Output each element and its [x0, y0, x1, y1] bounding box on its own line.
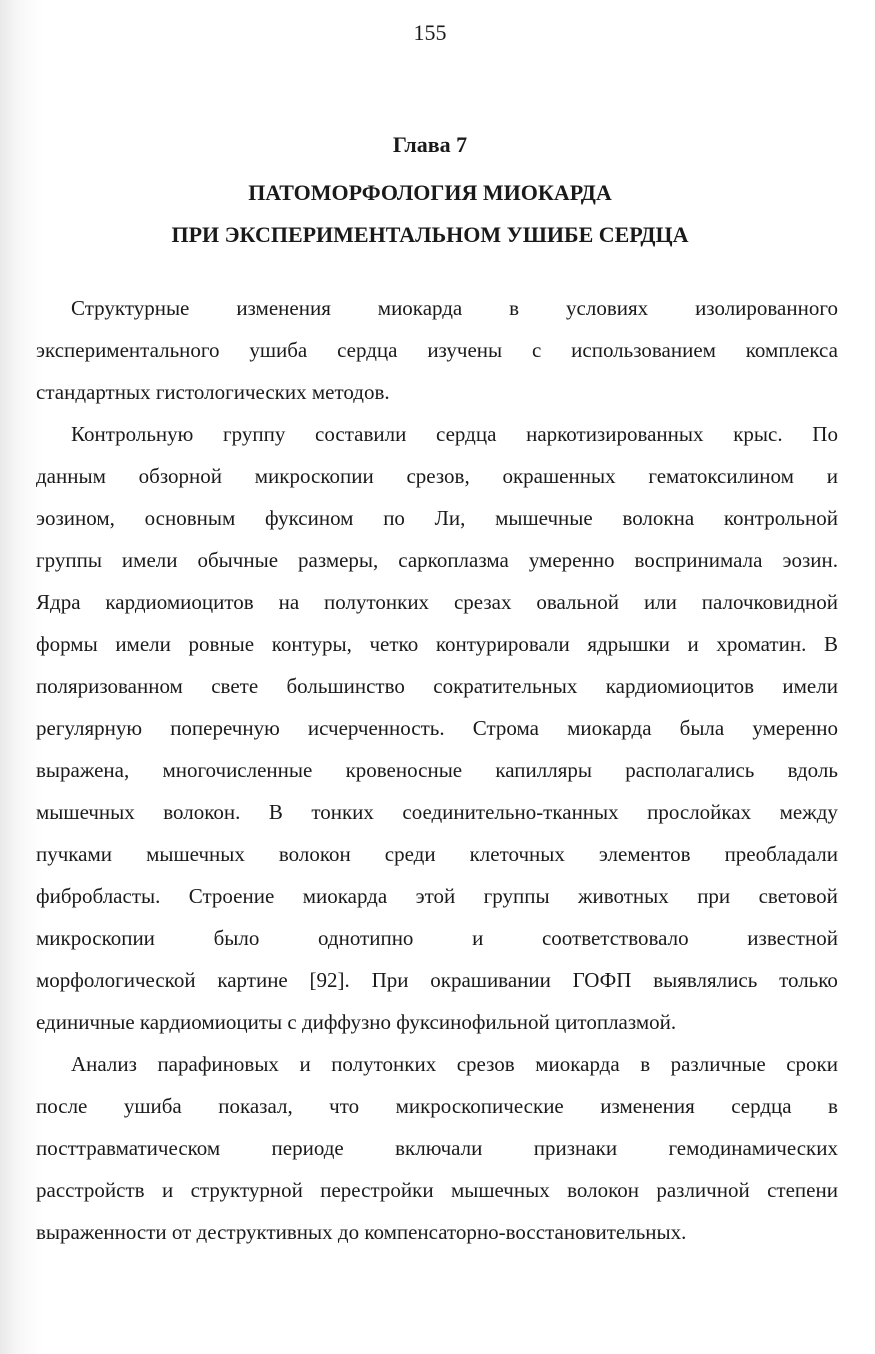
text-line [36, 875, 838, 917]
text-word: этой [415, 884, 456, 908]
text-word: волокна [622, 506, 695, 530]
text-word: изменения [600, 1094, 695, 1118]
text-word: только [779, 968, 838, 992]
text-word: клеточных [469, 842, 565, 866]
text-word: была [679, 716, 725, 740]
text-word: эозин. [782, 548, 838, 572]
text-line [36, 497, 838, 539]
text-word: гемодинамических [668, 1136, 838, 1160]
text-line [36, 455, 838, 497]
text-word: сердца [337, 338, 398, 362]
text-line [36, 623, 838, 665]
text-word: контурировали [435, 632, 570, 656]
text-word: было [213, 926, 260, 950]
text-word: Контрольную [71, 422, 194, 446]
text-word: посттравматическом [36, 1136, 221, 1160]
paragraph [36, 287, 838, 413]
text-word: Анализ [71, 1052, 137, 1076]
text-word: микроскопии [254, 464, 374, 488]
text-word: сократительных [433, 674, 578, 698]
text-line [36, 1127, 838, 1169]
text-line [36, 1085, 838, 1127]
text-word: данным [36, 464, 106, 488]
text-word: кардиомиоцитов [105, 590, 254, 614]
text-word: имели [115, 632, 171, 656]
text-word: миокарда [377, 296, 463, 320]
text-word: прослойках [647, 800, 752, 824]
text-word: ядрышки [587, 632, 670, 656]
text-word: периоде [271, 1136, 344, 1160]
text-word: и [687, 632, 699, 656]
text-word: составили [315, 422, 407, 446]
text-word: исчерченность. [307, 716, 445, 740]
text-word: структурной [190, 1178, 303, 1202]
text-word: после [36, 1094, 88, 1118]
text-word: при [697, 884, 731, 908]
text-line [36, 791, 838, 833]
text-word: группу [223, 422, 286, 446]
text-word: на [278, 590, 300, 614]
text-word: формы [36, 632, 98, 656]
text-word: экспериментального [36, 338, 220, 362]
text-word: включали [395, 1136, 483, 1160]
chapter-title [0, 172, 860, 256]
text-word: группы [483, 884, 550, 908]
text-word: срезах [453, 590, 512, 614]
text-word: [92]. [309, 968, 350, 992]
text-word: различной [656, 1178, 750, 1202]
text-line [36, 1001, 838, 1043]
text-line [36, 1169, 838, 1211]
text-word: сердца [731, 1094, 792, 1118]
text-word: известной [747, 926, 838, 950]
text-word: сердца [436, 422, 497, 446]
text-word: ушиба [249, 338, 308, 362]
text-word: мышечных [450, 1178, 550, 1202]
text-word: поляризованном [36, 674, 183, 698]
text-word: волокон [567, 1178, 639, 1202]
text-word: и [472, 926, 484, 950]
text-word: между [779, 800, 838, 824]
text-word: крыс. [733, 422, 783, 446]
text-word: и [826, 464, 838, 488]
text-word: преобладали [724, 842, 838, 866]
text-word: что [329, 1094, 360, 1118]
text-word: животных [578, 884, 669, 908]
text-word: палочковидной [701, 590, 838, 614]
text-word: единичные кардиомиоциты с диффузно фуксинофильной цитоплазмой. [36, 1010, 677, 1034]
text-word: сроки [786, 1052, 838, 1076]
chapter-label: Глава 7 [392, 132, 468, 157]
text-word: хроматин. [716, 632, 807, 656]
text-word: эозином, [36, 506, 115, 530]
text-word: и [299, 1052, 311, 1076]
text-line [36, 749, 838, 791]
text-word: При [371, 968, 409, 992]
text-word: тонких [311, 800, 374, 824]
text-word: с [531, 338, 542, 362]
paragraph [36, 1043, 838, 1253]
text-line [36, 329, 838, 371]
text-word: Структурные [71, 296, 190, 320]
text-word: четко [369, 632, 419, 656]
text-word: В [268, 800, 283, 824]
text-word: соответствовало [541, 926, 689, 950]
text-word: соединительно-тканных [402, 800, 619, 824]
text-word: группы [36, 548, 102, 572]
text-word: кардиомиоцитов [605, 674, 755, 698]
text-word: большинство [286, 674, 405, 698]
text-line [36, 413, 838, 455]
text-word: обзорной [138, 464, 222, 488]
text-word: умеренно [528, 548, 615, 572]
text-word: свете [211, 674, 259, 698]
text-line [36, 833, 838, 875]
text-word: перестройки [320, 1178, 434, 1202]
text-word: в [509, 296, 520, 320]
text-line [36, 707, 838, 749]
text-word: картине [217, 968, 288, 992]
text-word: мышечных [36, 800, 135, 824]
text-word: окрашенных [502, 464, 616, 488]
text-word: признаки [533, 1136, 618, 1160]
text-word: Ли, [434, 506, 466, 530]
text-word: использованием [571, 338, 716, 362]
text-word: элементов [598, 842, 691, 866]
text-line [36, 539, 838, 581]
text-word: В [823, 632, 838, 656]
text-word: однотипно [318, 926, 414, 950]
text-word: контрольной [723, 506, 838, 530]
text-word: ГОФП [572, 968, 632, 992]
text-line [36, 959, 838, 1001]
text-word: мышечные [495, 506, 593, 530]
text-word: фуксином [265, 506, 354, 530]
text-word: располагались [625, 758, 755, 782]
text-word: многочисленные [162, 758, 313, 782]
text-word: степени [767, 1178, 838, 1202]
text-word: изучены [427, 338, 503, 362]
text-word: миокарда [302, 884, 388, 908]
text-word: регулярную [36, 716, 143, 740]
text-word: имели [782, 674, 838, 698]
text-word: фибробласты. [36, 884, 161, 908]
chapter-title-line: ПАТОМОРФОЛОГИЯ МИОКАРДА [248, 180, 612, 205]
text-word: имели [121, 548, 178, 572]
text-line [36, 287, 838, 329]
text-word: кровеносные [345, 758, 463, 782]
text-word: показал, [218, 1094, 293, 1118]
text-line [36, 371, 838, 413]
text-word: микроскопические [395, 1094, 564, 1118]
text-word: морфологической [36, 968, 196, 992]
text-word: срезов, [406, 464, 470, 488]
text-word: выявлялись [653, 968, 758, 992]
text-word: мышечных [146, 842, 245, 866]
text-word: вдоль [787, 758, 838, 782]
text-word: различные [670, 1052, 766, 1076]
text-word: полутонких [324, 590, 430, 614]
text-word: изменения [236, 296, 331, 320]
text-word: миокарда [535, 1052, 620, 1076]
text-word: наркотизированных [526, 422, 704, 446]
text-word: изолированного [695, 296, 838, 320]
text-word: контуры, [271, 632, 352, 656]
paragraph [36, 413, 838, 1043]
text-word: условиях [566, 296, 649, 320]
text-word: комплекса [745, 338, 838, 362]
text-word: обычные [197, 548, 279, 572]
text-word: и [161, 1178, 174, 1202]
text-word: размеры, [298, 548, 379, 572]
text-word: волокон [278, 842, 351, 866]
text-word: овальной [536, 590, 620, 614]
text-word: расстройств [36, 1178, 145, 1202]
text-word: основным [144, 506, 236, 530]
text-word: поперечную [170, 716, 280, 740]
text-line [36, 917, 838, 959]
text-word: выражена, [36, 758, 130, 782]
text-word: ушиба [123, 1094, 182, 1118]
text-word: по [383, 506, 405, 530]
body-text [36, 287, 838, 1253]
text-word: парафиновых [157, 1052, 279, 1076]
text-word: среди [384, 842, 436, 866]
text-word: окрашивании [430, 968, 551, 992]
text-word: световой [758, 884, 838, 908]
text-word: гематоксилином [648, 464, 794, 488]
text-word: Строма [472, 716, 539, 740]
text-line [36, 1211, 838, 1253]
text-word: капилляры [495, 758, 592, 782]
text-word: саркоплазма [398, 548, 509, 572]
text-word: Ядра [36, 590, 81, 614]
text-word: выраженности от деструктивных до компенсаторно-восстановительных. [36, 1220, 687, 1244]
text-word: По [812, 422, 838, 446]
text-word: в [640, 1052, 651, 1076]
text-word: полутонких [331, 1052, 437, 1076]
text-word: миокарда [567, 716, 652, 740]
text-word: волокон. [163, 800, 241, 824]
text-word: воспринимала [634, 548, 763, 572]
text-word: срезов [456, 1052, 515, 1076]
text-line [36, 665, 838, 707]
chapter-title-line: ПРИ ЭКСПЕРИМЕНТАЛЬНОМ УШИБЕ СЕРДЦА [171, 222, 689, 247]
text-word: в [828, 1094, 838, 1118]
text-word: Строение [188, 884, 275, 908]
text-word: стандартных гистологических методов. [36, 380, 390, 404]
page-number: 155 [413, 20, 447, 45]
text-word: ровные [188, 632, 255, 656]
text-line [36, 581, 838, 623]
text-word: умеренно [752, 716, 838, 740]
text-word: пучками [36, 842, 113, 866]
text-line [36, 1043, 838, 1085]
text-word: микроскопии [36, 926, 155, 950]
text-word: или [643, 590, 677, 614]
